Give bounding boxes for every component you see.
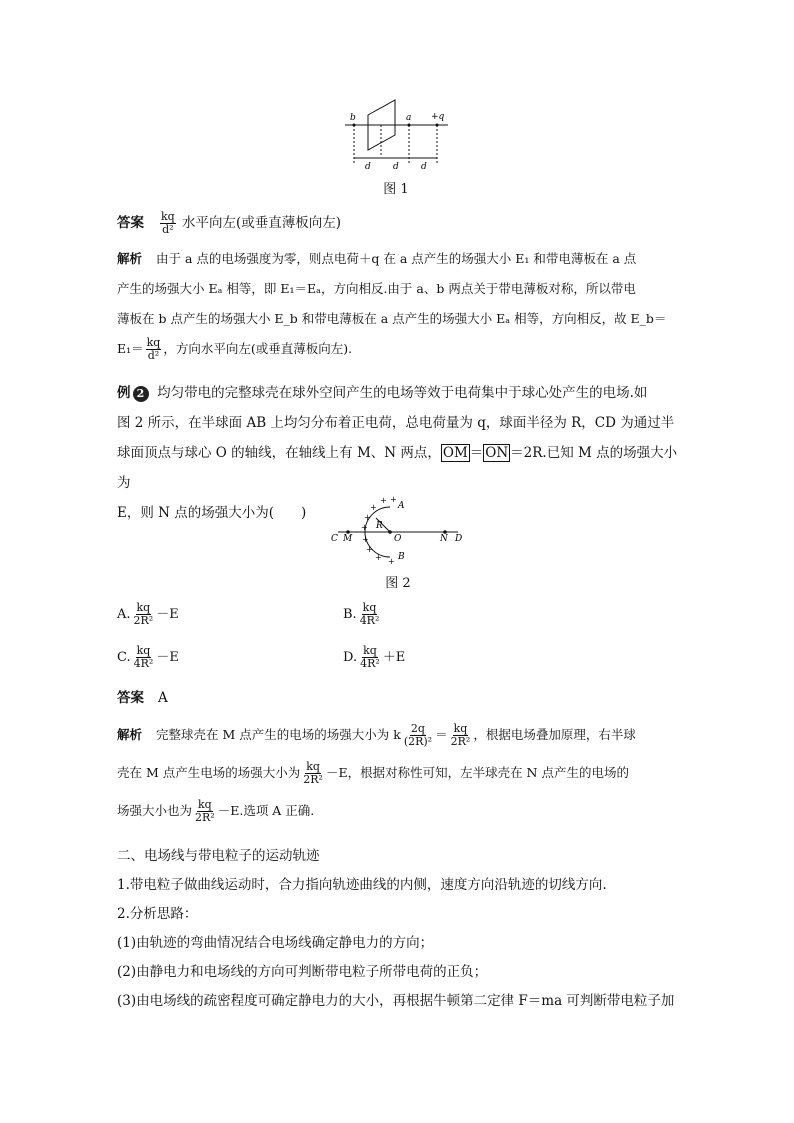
explanation-label: 解析 xyxy=(117,251,143,266)
option-d[interactable]: D. $\frac{kq}{\text{4R²}}$ ＋E xyxy=(343,644,406,670)
fig1-label-d3: d xyxy=(421,162,427,172)
fig2-label-M: M xyxy=(343,534,353,544)
svg-text:+: + xyxy=(364,513,371,522)
svg-text:+: + xyxy=(366,545,373,554)
svg-text:+: + xyxy=(380,496,387,505)
explanation-1: 解析 由于 a 点的电场强度为零，则点电荷＋q 在 a 点产生的场强大小 E₁ 和带电薄板在 a 点 产生的场强大小 Eₐ 相等，即 E₁＝Eₐ，方向相反.由于 a、b 两点关于带电薄板对称，所以带电 薄板在 b 点产生的场强大小 E_b 和带电薄板在 a 点产生的场强大小 Eₐ 相等，方向相反，故 E_b＝ E₁＝ $\frac{kq}{\text{d²}}$ ，方向水平向左(或垂直薄板向左). xyxy=(117,251,667,362)
explanation-2: 解析 完整球壳在 M 点产生的电场的场强大小为 k $\frac{2q}{\text{(2R)²}}$ ＝ $\frac{kq}{\text{2R²}}$ ，根据电场叠加原理，右半球 壳在 M 点产生电场的场强大小为 $\frac{kq}{\text{2R²}}$ －E，根据对称性可知，左半球壳在 N 点产生的电场的 场强大小也为 $\frac{kq}{\text{2R²}}$ －E.选项 A 正确. xyxy=(117,722,636,824)
fig1-label-q: +q xyxy=(431,112,445,122)
fig2-label-D: D xyxy=(455,534,463,544)
answer-1 xyxy=(117,208,682,238)
option-b[interactable]: B. $\frac{kq}{\text{4R²}}$ xyxy=(343,601,380,627)
svg-text:+: + xyxy=(390,495,397,504)
fig2-label-N: N xyxy=(440,534,448,544)
fig1-label-b: b xyxy=(350,113,356,123)
answer-label: 答案 xyxy=(117,215,144,231)
segment-om: $\overline{OM}$ xyxy=(442,445,468,461)
svg-text:+: + xyxy=(362,535,369,544)
figure-2-caption: 图 2 xyxy=(385,576,411,591)
svg-text:+: + xyxy=(361,523,368,532)
fig2-label-R: R xyxy=(376,521,383,531)
option-c[interactable]: C. $\frac{kq}{\text{4R²}}$ －E xyxy=(117,644,179,670)
answer-1-fraction: $\frac{kq}{\text{d²}}$ xyxy=(161,210,175,236)
section-2-title: 二、电场线与带电粒子的运动轨迹 xyxy=(117,848,320,864)
fig2-label-C: C xyxy=(331,534,338,544)
fig2-label-A: A xyxy=(398,501,405,511)
svg-text:+: + xyxy=(370,503,377,512)
figure-2-diagram xyxy=(328,492,468,572)
svg-text:+: + xyxy=(375,553,382,562)
example-2: 例 2 均匀带电的完整球壳在球外空间产生的电场等效于电荷集中于球心处产生的电场.如 图 2 所示，在半球面 AB 上均匀分布着正电荷，总电荷量为 q，球面半径为 R，CD 为通过半 球面顶点与球心 O 的轴线，在轴线上有 M、N 两点， $\overline{OM} = \overline{ON} =2R$.已知 M 点的场强大小为 E，则 N 点的场强大小为( ) xyxy=(117,385,678,521)
section-2: 二、电场线与带电粒子的运动轨迹 1.带电粒子做曲线运动时，合力指向轨迹曲线的内侧，速度方向沿轨迹的切线方向. 2.分析思路： (1)由轨迹的弯曲情况结合电场线确定静电力的方向； (2)由静电力和电场线的方向可判断带电粒子所带电荷的正负； (3)由电场线的疏密程度可确定静电力的大小，再根据牛顿第二定律 F＝ma 可判断带电粒子加 xyxy=(117,842,682,1016)
figure-1-caption: 图 1 xyxy=(383,182,409,197)
fig1-label-a: a xyxy=(406,113,412,123)
answer-2: 答案 A xyxy=(117,690,168,706)
answer-2-value: A xyxy=(158,690,168,706)
example-label: 例 xyxy=(117,385,131,401)
fig1-label-d2: d xyxy=(393,162,399,172)
segment-on: $\overline{ON}$ xyxy=(485,445,509,461)
fig1-label-d1: d xyxy=(365,162,371,172)
fig2-label-B: B xyxy=(398,552,405,562)
option-a[interactable]: A. $\frac{kq}{\text{2R²}}$ －E xyxy=(117,601,179,627)
example-number-badge: 2 xyxy=(133,386,149,402)
fig2-label-O: O xyxy=(394,534,402,544)
figure-1-diagram xyxy=(340,95,450,175)
svg-text:+: + xyxy=(388,557,395,566)
answer-1-text: 水平向左(或垂直薄板向左) xyxy=(182,215,342,231)
